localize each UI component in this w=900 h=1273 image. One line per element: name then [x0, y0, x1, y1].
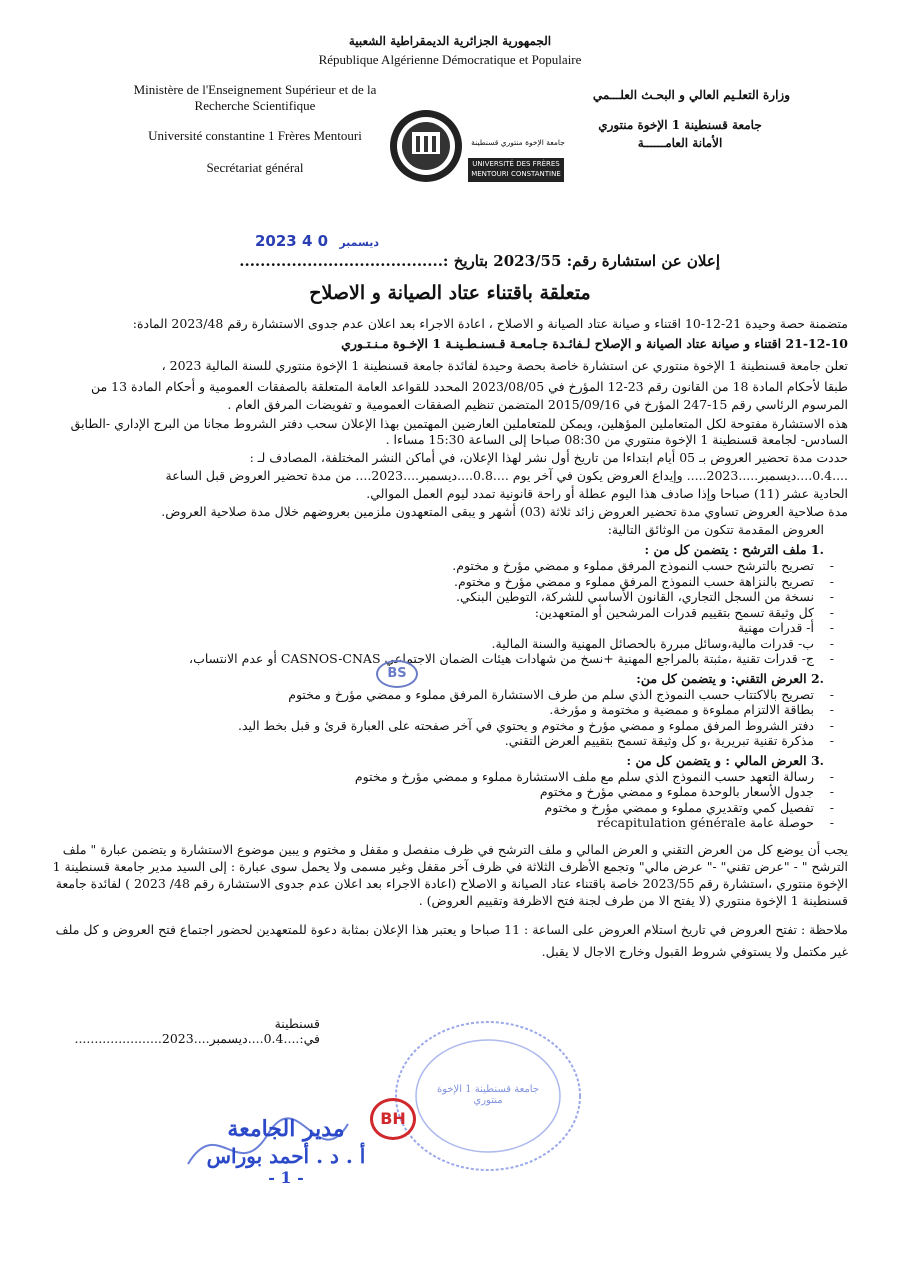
seal-text: جامعة قسنطينة 1 الإخوة منتوري	[436, 1084, 540, 1106]
list-item: - دفتر الشروط المرفق مملوء و ممضي مؤرخ و مختوم و يحتوي في آخر صفحته على العبارة قرئ و قبل بخط اليد.	[50, 718, 848, 734]
body-p4: هذه الاستشارة مفتوحة لكل المتعاملين المؤهلين، ويمكن للمتعاملين العارضين المهتمين بهذا الإعلان سحب دفتر الشروط مجانا من البرج الإداري -الطابق السادس- لجامعة قسنطينة 1 الإخوة منتوري من 08:30 صباحا إلى الساعة 15:30 مساءا .	[70, 416, 848, 447]
section-3	[50, 753, 848, 831]
official-seal	[388, 1016, 588, 1176]
date-stamp-year: 2023	[255, 232, 297, 250]
section-3-number: .3	[810, 752, 824, 768]
closing-note: ملاحظة : تفتح العروض في تاريخ استلام العروض على الساعة : 11 صباحا و يعتبر هذا الإعلان بمثابة دعوة للمتعهدين لحضور اجتماع فتح العروض و كل ملف غير مكتمل ولا يستوفي شروط القبول وخارج الاجال لا يقبل.	[55, 921, 848, 959]
section-2	[50, 671, 848, 749]
list-item: - تصريح بالنزاهة حسب النموذج المرفق مملوء و ممضي مؤرخ و مختوم.	[50, 574, 848, 590]
section-2-list	[50, 687, 848, 749]
signature-sub: - 1 -	[268, 1168, 304, 1187]
signature-title: مدير الجامعة	[227, 1116, 345, 1142]
list-item: - نسخة من السجل التجاري، القانون الأساسي للشركة، التوطين البنكي.	[50, 589, 848, 605]
list-item: - جدول الأسعار بالوحدة مملوء و ممضي مؤرخ و مختوم	[50, 784, 848, 800]
section-3-heading: العرض المالي : و يتضمن كل من :	[626, 752, 807, 768]
body-p6: مدة صلاحية العروض تساوي مدة تحضير العروض زائد ثلاثة (03) أشهر و يبقى المتعهدون ملزمين بعروضهم خلال مدة صلاحية العروض.	[161, 504, 848, 519]
list-item: - ب- قدرات مالية،وسائل مبررة بالحصائل المهنية والسنة المالية.	[50, 636, 848, 652]
closing-paragraph: يجب أن يوضع كل من العرض التقني و العرض المالي و ملف الترشح في ظرف منفصل و مقفل و مختوم و يبين موضوع الاستشارة و يتضمن عبارة " ملف الترشح " - "عرض تقني" -" عرض مالي" وتجمع الأظرف الثلاثة في ظرف آخر مقفل وغير مسمى ولا يحمل سوى عبارة : إلى السيد مدير جامعة قسنطينة 1 الإخوة منتوري ،استشارة رقم 2023/55 خاصة باقتناء عتاد الصيانة و الاصلاح (اعادة الاجراء بعد اعلان عدم جدوى الاستشارة رقم 48/ 2023 ) لفائدة جامعة قسنطينة 1 الإخوة منتوري (لا يفتح الا من طرف لجنة فتح الاظرفة وتقييم العروض) .	[52, 841, 848, 908]
body-p5: حددت مدة تحضير العروض بـ 05 أيام ابتداءا من تاريخ أول نشر لهذا الإعلان، في أماكن النشر المختلفة، المصادف لـ :	[249, 450, 848, 465]
logo-arabic-text: جامعة الإخوة منتوري قسنطينة	[471, 138, 565, 147]
body-p5b: ....0.4....ديسمبر.....2023..... وإيداع العروض يكون في آخر يوم ....0.8....ديسمبر....2023.... من مدة تحضير العروض قبل الساعة	[165, 468, 848, 483]
secretariat-french: Secrétariat général	[206, 160, 304, 175]
ministry-french-line-1: Ministère de l'Enseignement Supérieur et de la	[133, 82, 377, 97]
body-p2: تعلن جامعة قسنطينة 1 الإخوة منتوري عن استشارة خاصة بحصة وحيدة لفائدة جامعة قسنطينة 1 الإخوة منتوري للسنة المالية 2023 ،	[161, 358, 848, 373]
ministry-french-line-2: Recherche Scientifique	[194, 98, 316, 113]
section-3-title	[50, 753, 848, 769]
list-item: - أ- قدرات مهنية	[50, 620, 848, 636]
section-3-list	[50, 769, 848, 831]
signature-name: أ . د . أحمد بوراس	[206, 1144, 366, 1168]
section-1-number: .1	[810, 542, 824, 557]
announcement-number: إعلان عن استشارة رقم: 2023/55 بتاريخ :.......................................	[239, 252, 720, 270]
section-1-title	[50, 542, 848, 558]
list-item: - تصريح بالاكتتاب حسب النموذج الذي سلم من طرف الاستشارة المرفق مملوء و ممضي مؤرخ و مختوم	[50, 687, 848, 703]
list-item: - تصريح بالترشح حسب النموذج المرفق مملوء و ممضي مؤرخ و مختوم.	[50, 558, 848, 574]
list-item: - تفصيل كمي وتقديري مملوء و ممضي مؤرخ و مختوم	[50, 800, 848, 816]
ministry-arabic: وزارة التعلـيم العالي و البحـث العلـــمي	[592, 88, 790, 102]
list-item: - بطاقة الالتزام مملوءة و ممضية و مختومة و مؤرخة.	[50, 702, 848, 718]
body-p3: طبقا لأحكام المادة 18 من القانون رقم 23-12 المؤرخ في 2023/08/05 المحدد للقواعد العامة المتعلقة بالصفقات العمومية و أحكام المادة 13 من المرسوم الرئاسي رقم 15-247 المؤرخ في 2015/09/16 المتضمن تنظيم الصفقات العمومية و تفويضات المرفق العام .	[90, 379, 848, 412]
body-p7: العروض المقدمة تتكون من الوثائق التالية:	[607, 522, 824, 537]
signature-scribble-icon	[178, 1104, 358, 1194]
section-2-heading: العرض التقني: و يتضمن كل من:	[636, 670, 807, 686]
section-1-heading: ملف الترشح : يتضمن كل من :	[644, 542, 807, 557]
initials-bs: BS	[376, 660, 418, 688]
republic-arabic: الجمهورية الجزائرية الديمقراطية الشعبية	[348, 34, 552, 48]
logo-french-text-1: UNIVERSITÉ DES FRÈRES	[472, 160, 560, 168]
date-stamp-day: 0 4	[301, 232, 329, 250]
body-p5c: الحادية عشر (11) صباحا وإذا صادف هذا اليوم عطلة أو راحة قانونية تمدد ليوم العمل الموالي.	[366, 486, 848, 501]
announcement-subject: متعلقة باقتناء عتاد الصيانة و الاصلاح	[309, 282, 591, 304]
section-1	[50, 542, 848, 667]
list-item: - مذكرة تقنية تبريرية ،و كل وثيقة تسمح بتقييم العرض التقني.	[50, 733, 848, 749]
date-stamp-month: ديسمبر	[339, 236, 380, 249]
body	[50, 316, 848, 963]
list-item: - حوصلة عامة récapitulation générale	[50, 815, 848, 831]
section-2-number: .2	[810, 670, 824, 686]
university-logo	[388, 106, 568, 186]
republic-french: République Algérienne Démocratique et Populaire	[318, 52, 582, 67]
logo-french-text-2: MENTOURI CONSTANTINE	[471, 170, 561, 178]
list-item: - كل وثيقة تسمح بتقييم قدرات المرشحين أو المتعهدين:	[50, 605, 848, 621]
body-p1b: 21-12-10 اقتناء و صيانة عتاد الصيانة و الإصلاح لـفائـدة جـامعـة قـسنـطـينـة 1 الإخـوة مـنـتـوري	[341, 336, 848, 351]
place-date: قسنطينة في:....0.4....ديسمبر....2023......................	[74, 1016, 320, 1046]
university-french: Université constantine 1 Frères Mentouri	[148, 128, 362, 143]
list-item: - ج- قدرات تقنية ،مثبتة بالمراجع المهنية +نسخ من شهادات هيئات الضمان الاجتماعي CASNOS-CNAS أو عدم الانتساب،	[50, 651, 848, 667]
initials-bh: BH	[370, 1098, 416, 1140]
body-p1: متضمنة حصة وحيدة 21-12-10 اقتناء و صيانة عتاد الصيانة و الاصلاح ، اعادة الاجراء بعد اعلان عدم جدوى الاستشارة رقم 2023/48 المادة:	[132, 316, 848, 331]
date-stamp	[255, 232, 385, 250]
list-item: - رسالة التعهد حسب النموذج الذي سلم مع ملف الاستشارة مملوء و ممضي مؤرخ و مختوم	[50, 769, 848, 785]
university-arabic: جامعة قسنطينة 1 الإخوة منتوري	[598, 118, 762, 132]
section-1-list	[50, 558, 848, 667]
ministry-french	[120, 82, 390, 114]
section-2-title	[50, 671, 848, 687]
secretariat-arabic: الأمانة العامــــــة	[637, 136, 723, 150]
